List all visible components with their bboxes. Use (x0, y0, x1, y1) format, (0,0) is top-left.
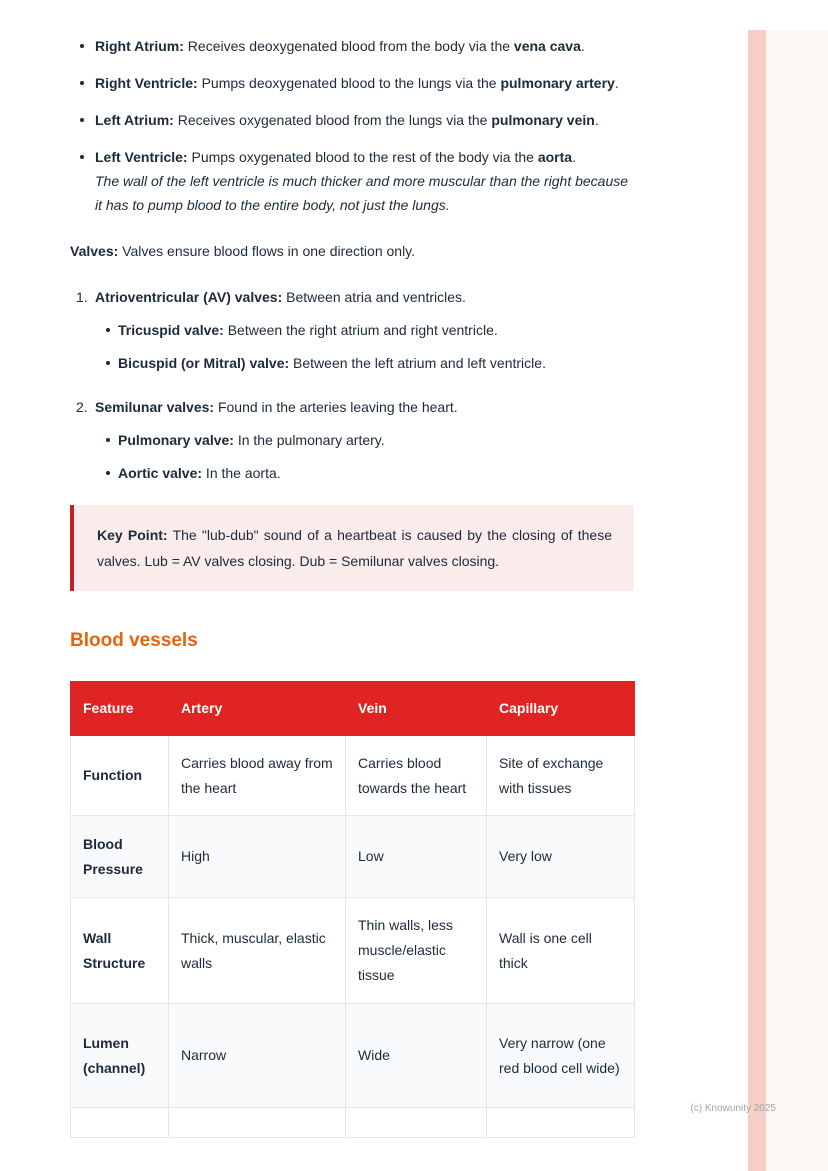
term-label: Tricuspid valve: (118, 322, 224, 338)
page-edge-stripe (748, 30, 766, 1171)
blood-vessels-heading: Blood vessels (70, 630, 198, 651)
row-header-cell: Wall Structure (71, 898, 169, 1004)
table-cell: Wall is one cell thick (487, 898, 635, 1004)
number-marker: 2. (76, 399, 88, 415)
term-label: Right Ventricle: (95, 75, 198, 91)
column-header: Capillary (487, 682, 635, 736)
column-header: Feature (71, 682, 169, 736)
term-label: Key Point: (97, 527, 168, 543)
number-marker: 1. (76, 289, 88, 305)
list-item (70, 34, 634, 58)
list-item (70, 285, 634, 375)
table-cell: Narrow (169, 1004, 346, 1108)
italic-note: The wall of the left ventricle is much thicker and more muscular than the right because it has to pump blood to the entire body, not just the lungs. (95, 173, 629, 213)
table-row-partial (71, 1108, 635, 1138)
table-cell: Thick, muscular, elastic walls (169, 898, 346, 1004)
text-segment: Found in the arteries leaving the heart. (214, 399, 458, 415)
column-header: Vein (346, 682, 487, 736)
table-cell (346, 1108, 487, 1138)
table-cell (71, 1108, 169, 1138)
table-cell: Low (346, 816, 487, 898)
term-label: Aortic valve: (118, 465, 203, 481)
emphasis-text: aorta (537, 149, 573, 165)
table-cell: Wide (346, 1004, 487, 1108)
vessels-comparison-table (70, 681, 635, 1138)
content-column (70, 34, 634, 1138)
row-header-cell: Lumen (channel) (71, 1004, 169, 1108)
table-row (71, 816, 635, 898)
table-row (71, 1004, 635, 1108)
table-cell: Very narrow (one red blood cell wide) (487, 1004, 635, 1108)
table-cell: High (169, 816, 346, 898)
emphasis-text: vena cava (513, 38, 581, 54)
list-item (70, 145, 634, 217)
text-segment: . (580, 38, 585, 54)
emphasis-text: pulmonary artery (500, 75, 615, 91)
list-item (95, 461, 634, 485)
sub-list (95, 318, 634, 375)
list-item (95, 428, 634, 452)
text-segment: In the aorta. (202, 465, 281, 481)
list-item (70, 71, 634, 95)
text-segment: . (572, 149, 576, 165)
term-label: Bicuspid (or Mitral) valve: (118, 355, 290, 371)
right-margin-band (766, 30, 828, 1171)
table-cell: Thin walls, less muscle/elastic tissue (346, 898, 487, 1004)
table-header-row (71, 682, 635, 736)
text-segment: Receives deoxygenated blood from the body via the (183, 38, 514, 54)
key-point-callout (70, 505, 634, 591)
emphasis-text: pulmonary vein (491, 112, 595, 128)
term-label: Right Atrium: (95, 38, 184, 54)
valve-types-list (70, 285, 634, 485)
text-segment: Receives oxygenated blood from the lungs via the (173, 112, 492, 128)
sub-list (95, 428, 634, 485)
copyright-note: (c) Knowunity 2025 (690, 1103, 776, 1114)
text-segment: Between atria and ventricles. (282, 289, 466, 305)
text-segment: The "lub-dub" sound of a heartbeat is caused by the closing of these valves. Lub = AV valves closing. Dub = Semilunar valves closing. (97, 527, 612, 569)
list-item (70, 395, 634, 485)
table-cell: Very low (487, 816, 635, 898)
text-segment: Valves ensure blood flows in one direction only. (118, 243, 416, 259)
text-segment: . (614, 75, 619, 91)
list-item (95, 351, 634, 375)
valves-paragraph (70, 239, 634, 263)
table-cell: Site of exchange with tissues (487, 736, 635, 816)
table-cell (169, 1108, 346, 1138)
text-segment: Between the right atrium and right ventricle. (223, 322, 498, 338)
text-segment: In the pulmonary artery. (233, 432, 385, 448)
row-header-cell: Blood Pressure (71, 816, 169, 898)
text-segment: Pumps deoxygenated blood to the lungs via the (197, 75, 501, 91)
table-cell: Carries blood away from the heart (169, 736, 346, 816)
term-label: Valves: (70, 243, 119, 259)
table-row (71, 736, 635, 816)
heart-chambers-list (70, 34, 634, 217)
term-label: Semilunar valves: (95, 399, 215, 415)
row-header-cell: Function (71, 736, 169, 816)
list-item (95, 318, 634, 342)
list-item (70, 108, 634, 132)
column-header: Artery (169, 682, 346, 736)
table-cell (487, 1108, 635, 1138)
text-segment: . (594, 112, 599, 128)
term-label: Pulmonary valve: (118, 432, 234, 448)
term-label: Left Ventricle: (95, 149, 188, 165)
term-label: Left Atrium: (95, 112, 174, 128)
table-cell: Carries blood towards the heart (346, 736, 487, 816)
table-row (71, 898, 635, 1004)
text-segment: Pumps oxygenated blood to the rest of the body via the (187, 149, 538, 165)
text-segment: Between the left atrium and left ventricle. (289, 355, 546, 371)
term-label: Atrioventricular (AV) valves: (95, 289, 283, 305)
